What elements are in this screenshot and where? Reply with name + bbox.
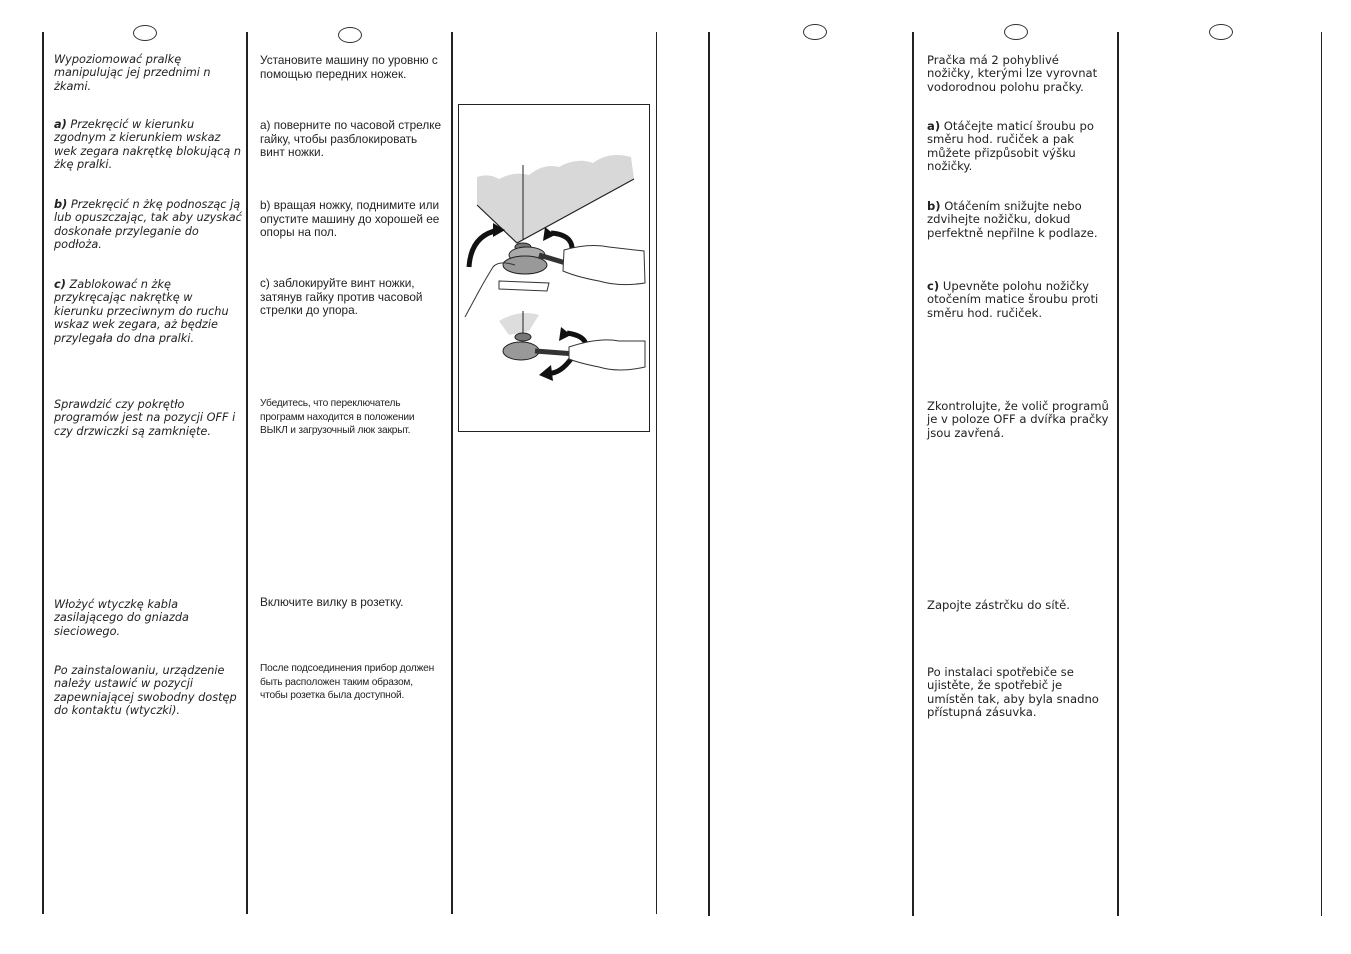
step-label: a) (260, 118, 271, 132)
step-label: a) (54, 118, 67, 131)
ru-check-text: Убедитесь, что переключатель программ находится в положении ВЫКЛ и загрузочный люк закрыт. (260, 398, 415, 437)
ru-access-text: После подсоединения прибор должен быть расположен таким образом, чтобы розетка была доступной. (260, 663, 435, 702)
adjustable-foot-illustration (458, 104, 650, 432)
step-text: Zablokować n żkę przykręcając nakrętkę w kierunku przeciwnym do ruchu wskaz wek zegara, aż będzie przylegała do dna pralki. (54, 278, 229, 345)
column-divider (451, 32, 453, 914)
language-marker-russian (338, 27, 362, 43)
step-label: a) (927, 119, 941, 133)
column-divider (42, 32, 44, 914)
step-text: Otáčejte maticí šroubu po směru hod. ručiček a pak můžete přizpůsobit výšku nožičky. (927, 119, 1094, 174)
pl-access-text: Po zainstalowaniu, urządzenie należy ustawić w pozycji zapewniającej swobodny dostęp do kontaktu (wtyczki). (54, 664, 237, 718)
pl-step-c (54, 278, 244, 345)
step-label: b) (260, 198, 271, 212)
cz-level-text: Pračka má 2 pohyblivé nožičky, kterými lze vyrovnat vodorodnou polohu pračky. (927, 53, 1098, 94)
language-marker-czech (1004, 24, 1028, 40)
step-text: Upevněte polohu nožičky otočením matice šroubu proti směru hod. ručiček. (927, 279, 1099, 320)
column-divider (1321, 32, 1322, 916)
column-divider (708, 32, 710, 916)
step-text: Przekręcić n żkę podnosząc ją lub opuszczając, tak aby uzyskać doskonałe przyleganie do podłoża. (54, 198, 242, 252)
cz-step-b (927, 200, 1109, 240)
step-text: Przekręcić w kierunku zgodnym z kierunkiem wskaz wek zegara nakrętkę blokującą n żkę pralki. (54, 118, 242, 172)
step-label: b) (927, 199, 941, 213)
step-text: поверните по часовой стрелке гайку, чтобы разблокировать винт ножки. (260, 118, 442, 160)
cz-step-c (927, 280, 1109, 320)
wrench-foot-icon (459, 105, 649, 431)
step-label: b) (54, 198, 68, 211)
pl-check-text: Sprawdzić czy pokrętło programów jest na pozycji OFF i czy drzwiczki są zamknięte. (54, 398, 236, 438)
column-divider (912, 32, 914, 916)
step-text: Otáčením snižujte nebo zdvihejte nožičku, dokud perfektně nepřilne k podlaze. (927, 199, 1098, 240)
column-divider (656, 32, 657, 914)
cz-access-text: Po instalaci spotřebiče se ujistěte, že spotřebič je umístěn tak, aby byla snadno přístupná zásuvka. (927, 665, 1099, 720)
ru-plug-text: Включите вилку в розетку. (260, 595, 404, 609)
column-divider (246, 32, 248, 914)
pl-plug-text: Włożyć wtyczkę kabla zasilającego do gniazda sieciowego. (54, 598, 189, 638)
column-divider (1117, 32, 1119, 916)
cz-plug-text: Zapojte zástrčku do sítě. (927, 598, 1070, 612)
pl-step-a (54, 118, 244, 172)
cz-check-text: Zkontrolujte, že volič programů je v poloze OFF a dvířka pračky jsou zavřená. (927, 399, 1109, 440)
step-label: c) (260, 276, 270, 290)
language-marker-polish (133, 25, 157, 41)
language-marker-blank (803, 24, 827, 40)
step-label: c) (54, 278, 66, 291)
step-text: заблокируйте винт ножки, затянув гайку против часовой стрелки до упора. (260, 276, 423, 318)
ru-step-c (260, 277, 442, 318)
step-text: вращая ножку, поднимите или опустите машину до хорошей ее опоры на пол. (260, 198, 440, 240)
ru-step-a (260, 119, 442, 160)
pl-level-text: Wypoziomować pralkę manipulując jej przednimi n żkami. (54, 53, 211, 93)
ru-step-b (260, 199, 442, 240)
language-marker-blank (1209, 24, 1233, 40)
step-label: c) (927, 279, 940, 293)
ru-level-text: Установите машину по уровню с помощью передних ножек. (260, 53, 438, 81)
pl-step-b (54, 198, 244, 252)
cz-step-a (927, 120, 1109, 174)
